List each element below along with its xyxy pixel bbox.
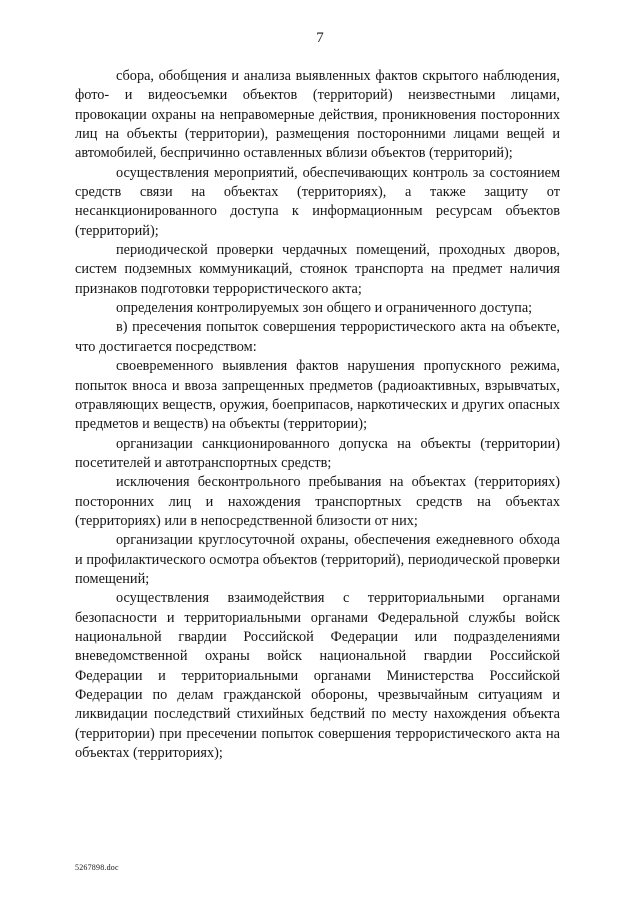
paragraph-5: в) пресечения попыток совершения террористического акта на объекте, что достигается посредством: [75,319,560,355]
page-number: 7 [316,30,324,46]
paragraph-4: определения контролируемых зон общего и ограниченного доступа; [116,300,533,317]
paragraph-1: сбора, обобщения и анализа выявленных фактов скрытого наблюдения, фото- и видеосъемки объектов (территорий) неизвестными лицами, провокации охраны на неправомерные действия, проникновения посторонних лиц на объекты (территории), размещения посторонними лицами вещей и автомобилей, беспричинно оставленных вблизи объектов (территорий); [75,68,560,162]
paragraph-2: осуществления мероприятий, обеспечивающих контроль за состоянием средств связи на объектах (территориях), а также защиту от несанкционированного доступа к информационным ресурсам объектов (территорий); [75,164,560,239]
paragraph-3: периодической проверки чердачных помещений, проходных дворов, систем подземных коммуникаций, стоянок транспорта на предмет наличия признаков подготовки террористического акта; [75,242,560,297]
document-file-code: 5267898.doc [75,863,119,872]
paragraph-7: организации санкционированного допуска на объекты (территории) посетителей и автотранспортных средств; [75,435,560,471]
paragraph-10: осуществления взаимодействия с территориальными органами безопасности и территориальными органами Федеральной службы войск национальной гвардии Российской Федерации или подразделениями вневедомственной охраны войск национальной гвардии Российской Федерации и территориальными органами Министерства Российской Федерации по делам гражданской обороны, чрезвычайным ситуациям и ликвидации последствий стихийных бедствий по месту нахождения объекта (территории) при пресечении попыток совершения террористического акта на объектах (территориях); [75,590,560,762]
document-body [75,67,560,763]
paragraph-8: исключения бесконтрольного пребывания на объектах (территориях) посторонних лиц и нахождения транспортных средств на объектах (территориях) или в непосредственной близости от них; [75,474,560,529]
paragraph-9: организации круглосуточной охраны, обеспечения ежедневного обхода и профилактического осмотра объектов (территорий), периодической проверки помещений; [75,532,560,587]
paragraph-6: своевременного выявления фактов нарушения пропускного режима, попыток вноса и ввоза запрещенных предметов (радиоактивных, взрывчатых, отравляющих веществ, оружия, боеприпасов, наркотических и других опасных предметов и веществ) на объекты (территории); [75,358,560,433]
